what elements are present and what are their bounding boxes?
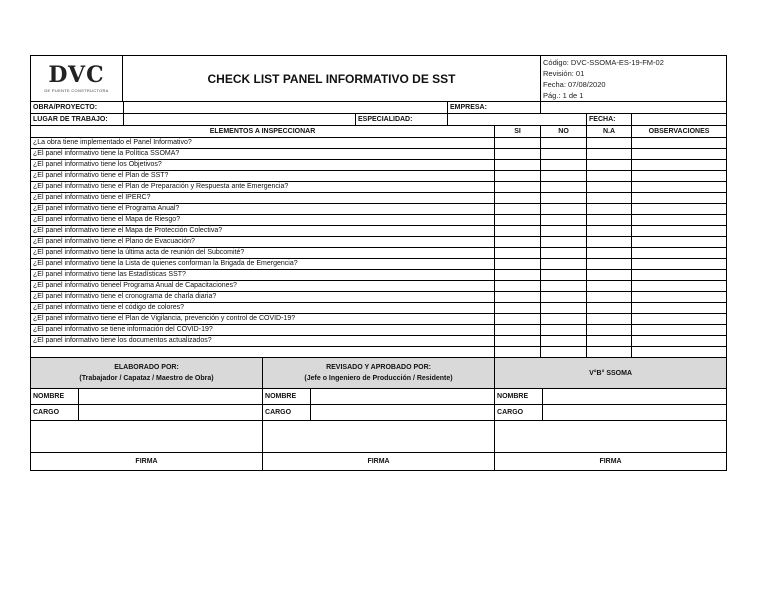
na-cell[interactable] [587, 226, 632, 237]
question-text: ¿El panel informativo tiene el Mapa de Riesgo? [31, 215, 495, 226]
column-na: N.A [587, 126, 632, 138]
revisado-cargo-field[interactable] [311, 405, 495, 421]
question-text: ¿El panel informativo tiene el Mapa de Protección Colectiva? [31, 226, 495, 237]
observaciones-cell[interactable] [632, 325, 727, 336]
si-cell[interactable] [495, 171, 541, 182]
si-cell[interactable] [495, 182, 541, 193]
vb-cargo-field[interactable] [543, 405, 727, 421]
elaborado-signature-area[interactable] [31, 421, 263, 453]
si-cell[interactable] [495, 149, 541, 160]
no-cell[interactable] [541, 160, 587, 171]
observaciones-cell[interactable] [632, 138, 727, 149]
no-cell[interactable] [541, 237, 587, 248]
revision-text: Revisión: 01 [543, 69, 585, 78]
vb-ssoma-header: V°B° SSOMA [495, 358, 727, 389]
observaciones-cell[interactable] [632, 171, 727, 182]
question-row [31, 259, 727, 270]
observaciones-cell[interactable] [632, 215, 727, 226]
no-cell[interactable] [541, 193, 587, 204]
observaciones-cell[interactable] [632, 292, 727, 303]
revisado-header [263, 358, 495, 389]
nombre-label: NOMBRE [263, 389, 311, 405]
blank-cell [495, 347, 541, 358]
nombre-label: NOMBRE [31, 389, 79, 405]
signature-table [30, 357, 727, 471]
elaborado-header [31, 358, 263, 389]
question-text: ¿El panel informativo tiene el Plan de Preparación y Respuesta ante Emergencia? [31, 182, 495, 193]
lugar-value[interactable] [124, 114, 356, 126]
pagina-text: Pág.: 1 de 1 [543, 91, 584, 100]
column-observaciones: OBSERVACIONES [632, 126, 727, 138]
question-row [31, 281, 727, 292]
nombre-label: NOMBRE [495, 389, 543, 405]
na-cell[interactable] [587, 248, 632, 259]
cargo-label: CARGO [263, 405, 311, 421]
codigo-text: Código: DVC-SSOMA-ES-19-FM-02 [543, 58, 664, 67]
na-cell[interactable] [587, 138, 632, 149]
si-cell[interactable] [495, 226, 541, 237]
question-row [31, 182, 727, 193]
question-text: ¿El panel informativo tiene el Plan de Vigilancia, prevención y control de COVID-19? [31, 314, 495, 325]
si-cell[interactable] [495, 303, 541, 314]
observaciones-cell[interactable] [632, 193, 727, 204]
si-cell[interactable] [495, 281, 541, 292]
firma-label: FIRMA [263, 453, 495, 471]
si-cell[interactable] [495, 215, 541, 226]
si-cell[interactable] [495, 292, 541, 303]
question-row [31, 270, 727, 281]
observaciones-cell[interactable] [632, 204, 727, 215]
na-cell[interactable] [587, 204, 632, 215]
firma-label: FIRMA [495, 453, 727, 471]
observaciones-cell[interactable] [632, 237, 727, 248]
question-row [31, 314, 727, 325]
header-table [30, 55, 727, 102]
observaciones-cell[interactable] [632, 303, 727, 314]
na-cell[interactable] [587, 336, 632, 347]
question-row [31, 237, 727, 248]
question-row [31, 193, 727, 204]
observaciones-cell[interactable] [632, 182, 727, 193]
blank-cell [587, 347, 632, 358]
no-cell[interactable] [541, 336, 587, 347]
no-cell[interactable] [541, 204, 587, 215]
blank-cell [541, 347, 587, 358]
observaciones-cell[interactable] [632, 270, 727, 281]
no-cell[interactable] [541, 270, 587, 281]
no-cell[interactable] [541, 303, 587, 314]
question-row [31, 215, 727, 226]
question-row [31, 226, 727, 237]
blank-cell [632, 347, 727, 358]
na-cell[interactable] [587, 325, 632, 336]
elaborado-nombre-field[interactable] [79, 389, 263, 405]
obra-label: OBRA/PROYECTO: [31, 102, 124, 114]
question-text: ¿El panel informativo tieneel Programa Anual de Capacitaciones? [31, 281, 495, 292]
fecha-value[interactable] [632, 114, 727, 126]
vb-nombre-field[interactable] [543, 389, 727, 405]
na-cell[interactable] [587, 215, 632, 226]
no-cell[interactable] [541, 171, 587, 182]
no-cell[interactable] [541, 259, 587, 270]
question-row [31, 292, 727, 303]
observaciones-cell[interactable] [632, 281, 727, 292]
si-cell[interactable] [495, 314, 541, 325]
cargo-label: CARGO [31, 405, 79, 421]
na-cell[interactable] [587, 270, 632, 281]
question-row [31, 138, 727, 149]
revisado-signature-area[interactable] [263, 421, 495, 453]
si-cell[interactable] [495, 259, 541, 270]
question-text: ¿El panel informativo tiene el cronograma de charla diaria? [31, 292, 495, 303]
fecha-doc-text: Fecha: 07/08/2020 [543, 80, 606, 89]
checklist-table [30, 101, 727, 358]
question-text: ¿El panel informativo tiene el código de colores? [31, 303, 495, 314]
document-title: CHECK LIST PANEL INFORMATIVO DE SST [123, 56, 541, 102]
na-cell[interactable] [587, 171, 632, 182]
question-text: ¿El panel informativo tiene el Plan de SST? [31, 171, 495, 182]
si-cell[interactable] [495, 270, 541, 281]
column-si: SI [495, 126, 541, 138]
question-text: ¿El panel informativo tiene los documentos actualizados? [31, 336, 495, 347]
question-row [31, 303, 727, 314]
question-text: ¿El panel informativo tiene la Lista de quienes conforman la Brigada de Emergencia? [31, 259, 495, 270]
observaciones-cell[interactable] [632, 336, 727, 347]
observaciones-cell[interactable] [632, 314, 727, 325]
question-text: ¿El panel informativo tiene la Política SSOMA? [31, 149, 495, 160]
no-cell[interactable] [541, 314, 587, 325]
si-cell[interactable] [495, 160, 541, 171]
observaciones-cell[interactable] [632, 149, 727, 160]
si-cell[interactable] [495, 248, 541, 259]
question-text: ¿El panel informativo tiene los Objetivos? [31, 160, 495, 171]
si-cell[interactable] [495, 336, 541, 347]
question-row [31, 171, 727, 182]
si-cell[interactable] [495, 138, 541, 149]
question-text: ¿El panel informativo tiene el Plano de Evacuación? [31, 237, 495, 248]
no-cell[interactable] [541, 138, 587, 149]
cargo-label: CARGO [495, 405, 543, 421]
na-cell[interactable] [587, 193, 632, 204]
no-cell[interactable] [541, 215, 587, 226]
question-text: ¿El panel informativo se tiene información del COVID-19? [31, 325, 495, 336]
vb-signature-area[interactable] [495, 421, 727, 453]
question-row [31, 325, 727, 336]
na-cell[interactable] [587, 160, 632, 171]
no-cell[interactable] [541, 292, 587, 303]
na-cell[interactable] [587, 149, 632, 160]
revisado-subtitle: (Jefe o Ingeniero de Producción / Residente) [304, 375, 453, 382]
question-row [31, 336, 727, 347]
question-row [31, 248, 727, 259]
lugar-label: LUGAR DE TRABAJO: [31, 114, 124, 126]
observaciones-cell[interactable] [632, 226, 727, 237]
column-elementos: ELEMENTOS A INSPECCIONAR [31, 126, 495, 138]
question-text: ¿El panel informativo tiene las Estadísticas SST? [31, 270, 495, 281]
si-cell[interactable] [495, 237, 541, 248]
no-cell[interactable] [541, 248, 587, 259]
question-text: ¿El panel informativo tiene el Programa Anual? [31, 204, 495, 215]
especialidad-value[interactable] [448, 114, 587, 126]
si-cell[interactable] [495, 204, 541, 215]
elaborado-subtitle: (Trabajador / Capataz / Maestro de Obra) [79, 375, 214, 382]
question-text: ¿La obra tiene implementado el Panel Informativo? [31, 138, 495, 149]
revisado-nombre-field[interactable] [311, 389, 495, 405]
observaciones-cell[interactable] [632, 160, 727, 171]
na-cell[interactable] [587, 281, 632, 292]
document-meta [541, 56, 727, 102]
na-cell[interactable] [587, 237, 632, 248]
firma-label: FIRMA [31, 453, 263, 471]
si-cell[interactable] [495, 325, 541, 336]
logo [31, 56, 123, 102]
blank-row [31, 347, 495, 358]
na-cell[interactable] [587, 292, 632, 303]
question-text: ¿El panel informativo tiene el IPERC? [31, 193, 495, 204]
na-cell[interactable] [587, 259, 632, 270]
especialidad-label: ESPECIALIDAD: [356, 114, 448, 126]
no-cell[interactable] [541, 149, 587, 160]
no-cell[interactable] [541, 325, 587, 336]
revisado-title: REVISADO Y APROBADO POR: [326, 364, 431, 371]
elaborado-title: ELABORADO POR: [114, 364, 179, 371]
empresa-value[interactable] [541, 102, 727, 114]
logo-text: DVC [48, 61, 105, 88]
na-cell[interactable] [587, 303, 632, 314]
no-cell[interactable] [541, 182, 587, 193]
question-row [31, 149, 727, 160]
no-cell[interactable] [541, 226, 587, 237]
question-row [31, 204, 727, 215]
column-no: NO [541, 126, 587, 138]
question-list [31, 138, 727, 347]
na-cell[interactable] [587, 314, 632, 325]
question-row [31, 160, 727, 171]
logo-subtitle: DE PUENTE CONSTRUCTORA [44, 87, 109, 93]
observaciones-cell[interactable] [632, 259, 727, 270]
no-cell[interactable] [541, 281, 587, 292]
empresa-label: EMPRESA: [448, 102, 541, 114]
obra-value[interactable] [124, 102, 448, 114]
si-cell[interactable] [495, 193, 541, 204]
checklist-sheet [30, 55, 726, 471]
na-cell[interactable] [587, 182, 632, 193]
elaborado-cargo-field[interactable] [79, 405, 263, 421]
observaciones-cell[interactable] [632, 248, 727, 259]
fecha-label: FECHA: [587, 114, 632, 126]
question-text: ¿El panel informativo tiene la última acta de reunión del Subcomité? [31, 248, 495, 259]
